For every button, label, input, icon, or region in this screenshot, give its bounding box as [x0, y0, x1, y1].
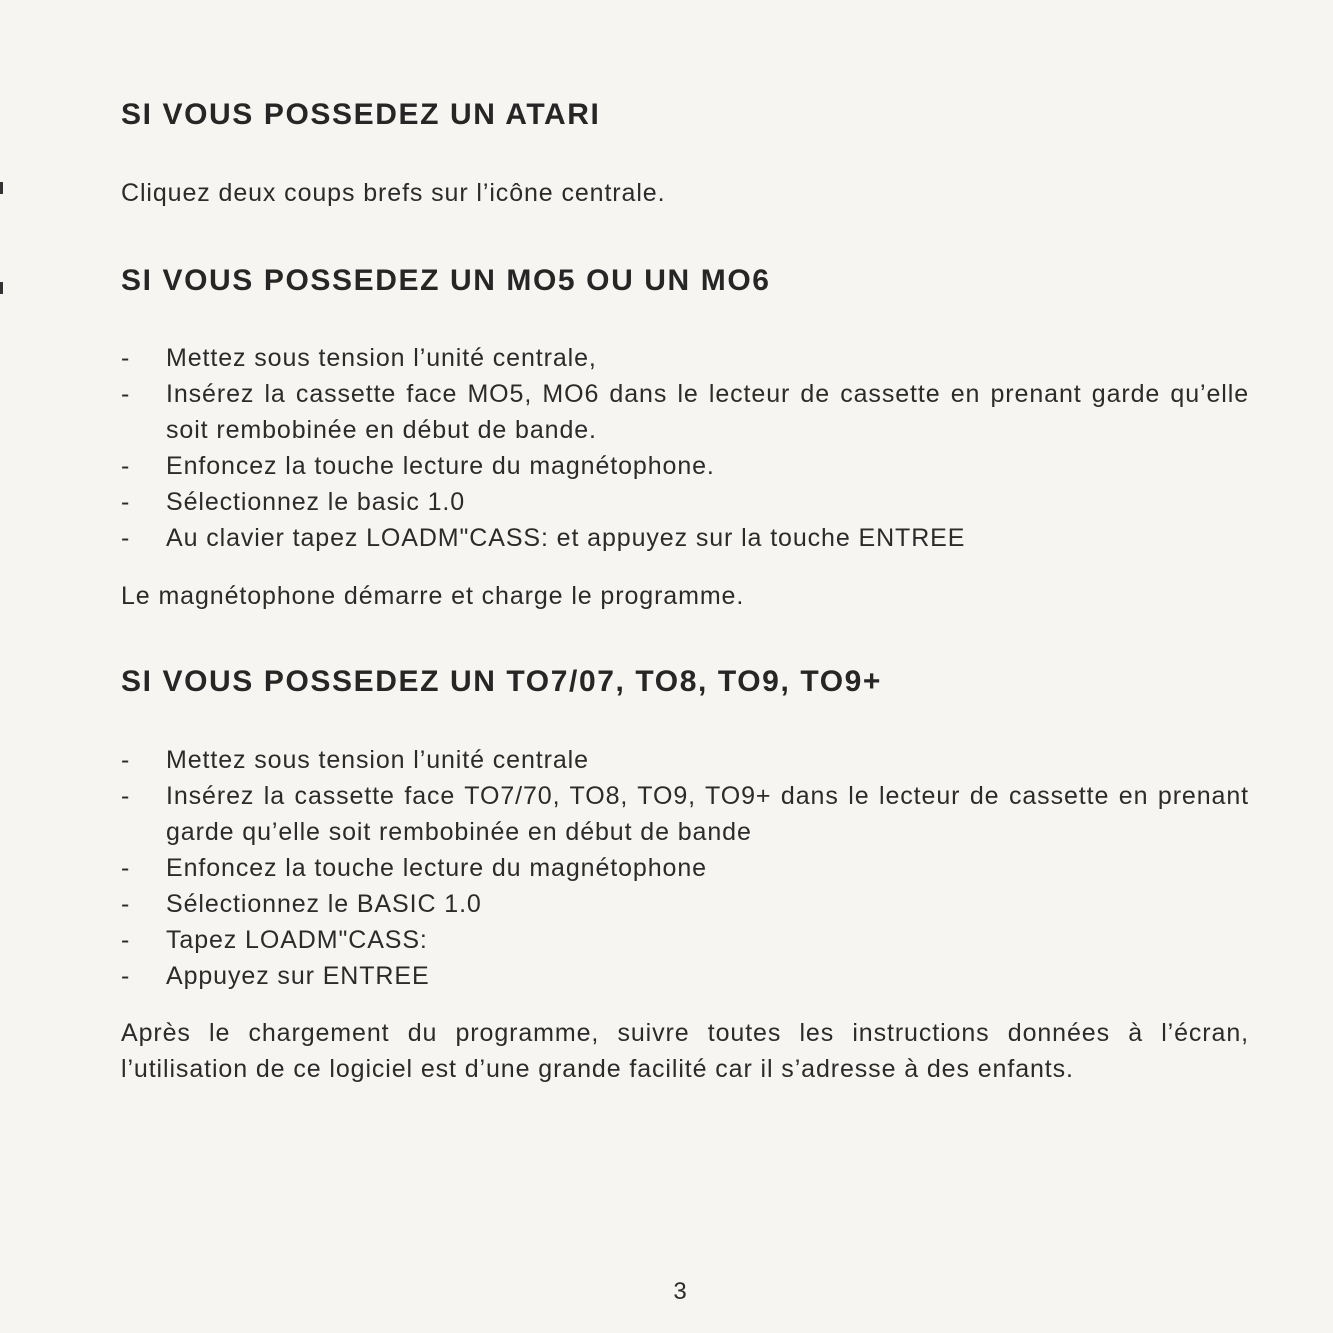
list-item-text: Appuyez sur ENTREE	[166, 962, 430, 990]
list-dash: -	[121, 380, 131, 408]
list-item-text: Enfoncez la touche lecture du magnétophone	[166, 854, 707, 882]
mo5-mo6-result: Le magnétophone démarre et charge le programme.	[121, 582, 745, 610]
list-dash: -	[121, 524, 131, 552]
list-item	[121, 922, 1249, 958]
list-item	[121, 448, 1249, 484]
list-item	[121, 520, 1249, 556]
list-item-text: Sélectionnez le basic 1.0	[166, 488, 466, 516]
list-item	[121, 778, 1249, 850]
list-dash: -	[121, 926, 131, 954]
list-dash: -	[121, 344, 131, 372]
mo5-mo6-steps-list	[121, 340, 1249, 556]
list-item-text: Au clavier tapez LOADM"CASS: et appuyez sur la touche ENTREE	[166, 524, 966, 552]
list-item-text: Mettez sous tension l’unité centrale,	[166, 344, 597, 372]
section-heading-to7-to8-to9: SI VOUS POSSEDEZ UN TO7/07, TO8, TO9, TO9+	[121, 665, 883, 698]
to-series-steps-list	[121, 742, 1249, 994]
list-item-text: Mettez sous tension l’unité centrale	[166, 746, 589, 774]
list-dash: -	[121, 782, 131, 810]
list-item	[121, 484, 1249, 520]
page-number: 3	[673, 1278, 687, 1305]
list-item-text: Tapez LOADM"CASS:	[166, 926, 428, 954]
list-item	[121, 958, 1249, 994]
list-item	[121, 376, 1249, 448]
list-item	[121, 340, 1249, 376]
list-item-text: Insérez la cassette face MO5, MO6 dans le lecteur de cassette en prenant garde qu’elle soit rembobinée en début de bande.	[166, 380, 1249, 444]
list-item	[121, 742, 1249, 778]
list-dash: -	[121, 452, 131, 480]
section-heading-mo5-mo6: SI VOUS POSSEDEZ UN MO5 OU UN MO6	[121, 264, 771, 297]
list-dash: -	[121, 746, 131, 774]
list-dash: -	[121, 890, 131, 918]
list-dash: -	[121, 488, 131, 516]
list-dash: -	[121, 854, 131, 882]
section-heading-atari: SI VOUS POSSEDEZ UN ATARI	[121, 98, 601, 131]
list-dash: -	[121, 962, 131, 990]
list-item-text: Enfoncez la touche lecture du magnétophone.	[166, 452, 715, 480]
list-item-text: Sélectionnez le BASIC 1.0	[166, 890, 482, 918]
list-item	[121, 886, 1249, 922]
list-item	[121, 850, 1249, 886]
list-item-text: Insérez la cassette face TO7/70, TO8, TO9, TO9+ dans le lecteur de cassette en prenant garde qu’elle soit rembobinée en début de bande	[166, 782, 1249, 846]
binding-mark	[0, 182, 3, 194]
to-series-result: Après le chargement du programme, suivre toutes les instructions données à l’écran, l’utilisation de ce logiciel est d’une grande facilité car il s’adresse à des enfants.	[121, 1019, 1249, 1083]
binding-mark	[0, 282, 3, 294]
atari-instruction: Cliquez deux coups brefs sur l’icône centrale.	[121, 179, 666, 207]
